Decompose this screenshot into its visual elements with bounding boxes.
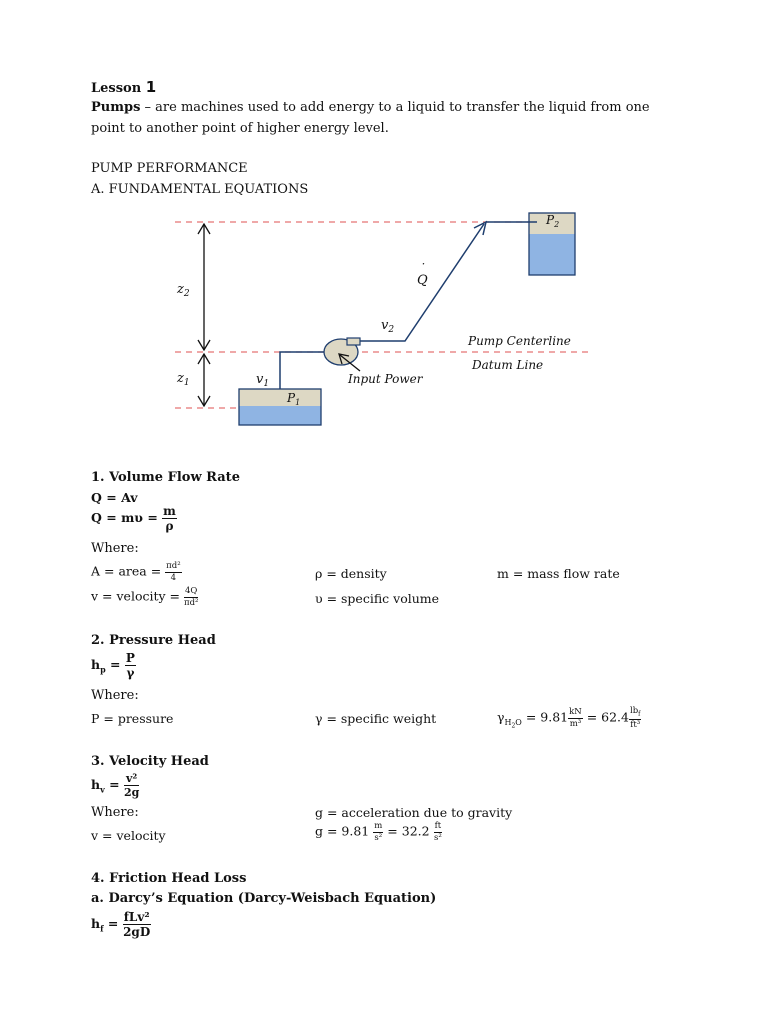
area-lhs: A = area = (91, 563, 162, 579)
sec2-specific-weight-def: γ = specific weight (315, 711, 437, 726)
upper-tank-water (529, 234, 575, 275)
sec1-eq2-lhs: Q = mυ = (91, 510, 158, 525)
sec3-gravity-value: g = 9.81 $\frac{m}{\text{s²}}$ = 32.2 $\frac{ft}{\text{s²}}$ (315, 821, 442, 843)
sec2-fraction: $\frac{P}{\gamma}$ (125, 651, 135, 680)
z2-label: $z_2$ (177, 282, 190, 299)
sec2-where: Where: (91, 688, 139, 703)
z2-dimension-arrow (198, 224, 210, 350)
pump-icon (324, 338, 360, 365)
heading-pump-performance: PUMP PERFORMANCE (91, 161, 248, 176)
sec3-fraction: $\frac{\text{v²}}{2g}$ (123, 772, 140, 799)
intro-term: Pumps (91, 100, 141, 115)
datum-line-label: Datum Line (472, 358, 544, 372)
intro-line-2: point to another point of higher energy level. (91, 121, 389, 136)
lesson-number: 1 (145, 78, 157, 96)
pump-centerline-label: Pump Centerline (468, 334, 571, 348)
p1-label: $P_1$ (287, 391, 301, 407)
z1-dimension-arrow (198, 354, 210, 406)
q-dot-mark: ˙ (419, 262, 426, 277)
v1-label: $v_1$ (256, 372, 270, 389)
sec3-velocity-def: v = velocity (91, 828, 166, 843)
velocity-fraction: $\frac{4Q}{\text{πd²}}$ (183, 586, 199, 608)
input-power-label: Input Power (348, 372, 423, 386)
sec2-pressure-def: P = pressure (91, 711, 174, 726)
sec3-h: h (91, 777, 101, 792)
lesson-word: Lesson (91, 81, 142, 96)
sec1-density-def: ρ = density (315, 566, 387, 581)
sec4-equation: $h_f$ = $\frac{\text{fLv²}}{2gD}$ (91, 910, 151, 939)
sec4-fraction: $\frac{\text{fLv²}}{2gD}$ (123, 910, 151, 939)
sec1-velocity-def (91, 587, 198, 607)
velocity-lhs: v = velocity = (91, 588, 180, 604)
sec2-h: h (91, 657, 101, 672)
p2-label: $P_2$ (546, 213, 560, 229)
suction-pipe (280, 352, 326, 389)
sec1-specific-volume-def: υ = specific volume (315, 591, 440, 606)
q-label: Q (417, 273, 428, 288)
sec1-area-def (91, 562, 182, 582)
sec4-title: 4. Friction Head Loss (91, 871, 247, 886)
sec3-equation: $h_v$ = $\frac{\text{v²}}{2g}$ (91, 772, 140, 799)
sec3-title: 3. Velocity Head (91, 754, 209, 769)
pump-diagram (0, 0, 768, 460)
discharge-arrowhead (474, 222, 486, 235)
sec4-darcy-heading: a. Darcy’s Equation (Darcy-Weisbach Equation) (91, 891, 437, 906)
lower-tank-water (239, 406, 321, 425)
sec1-mass-flow-def: m = mass flow rate (497, 566, 620, 581)
z1-label: $z_1$ (177, 371, 190, 388)
lower-tank-air (239, 389, 321, 406)
sec2-title: 2. Pressure Head (91, 633, 216, 648)
sec1-eq2 (91, 505, 177, 532)
sec1-title: 1. Volume Flow Rate (91, 470, 240, 485)
sec3-where: Where: (91, 805, 139, 820)
area-fraction: $\frac{\text{πd²}}{4}$ (166, 561, 181, 583)
heading-fundamental-equations: A. FUNDAMENTAL EQUATIONS (91, 182, 309, 197)
v2-label: $v_2$ (381, 318, 395, 335)
sec2-equation: $h_p$ = $\frac{P}{\gamma}$ (91, 651, 135, 680)
sec4-h: h (91, 916, 101, 931)
sec1-eq2-fraction: $\frac{m}{\rho}$ (163, 504, 176, 533)
sec2-water-specific-weight: $\gamma_{H_2O} = 9.81$ $\frac{kN}{\text{m³}}$ = 62.4 $\frac{lb_f}{\text{ft³}}$ (497, 706, 641, 730)
sec1-where: Where: (91, 541, 139, 556)
sec3-gravity-def: g = acceleration due to gravity (315, 805, 513, 820)
sec1-eq1: Q = Av (91, 490, 138, 505)
intro-definition: – are machines used to add energy to a liquid to transfer the liquid from one (140, 100, 650, 115)
